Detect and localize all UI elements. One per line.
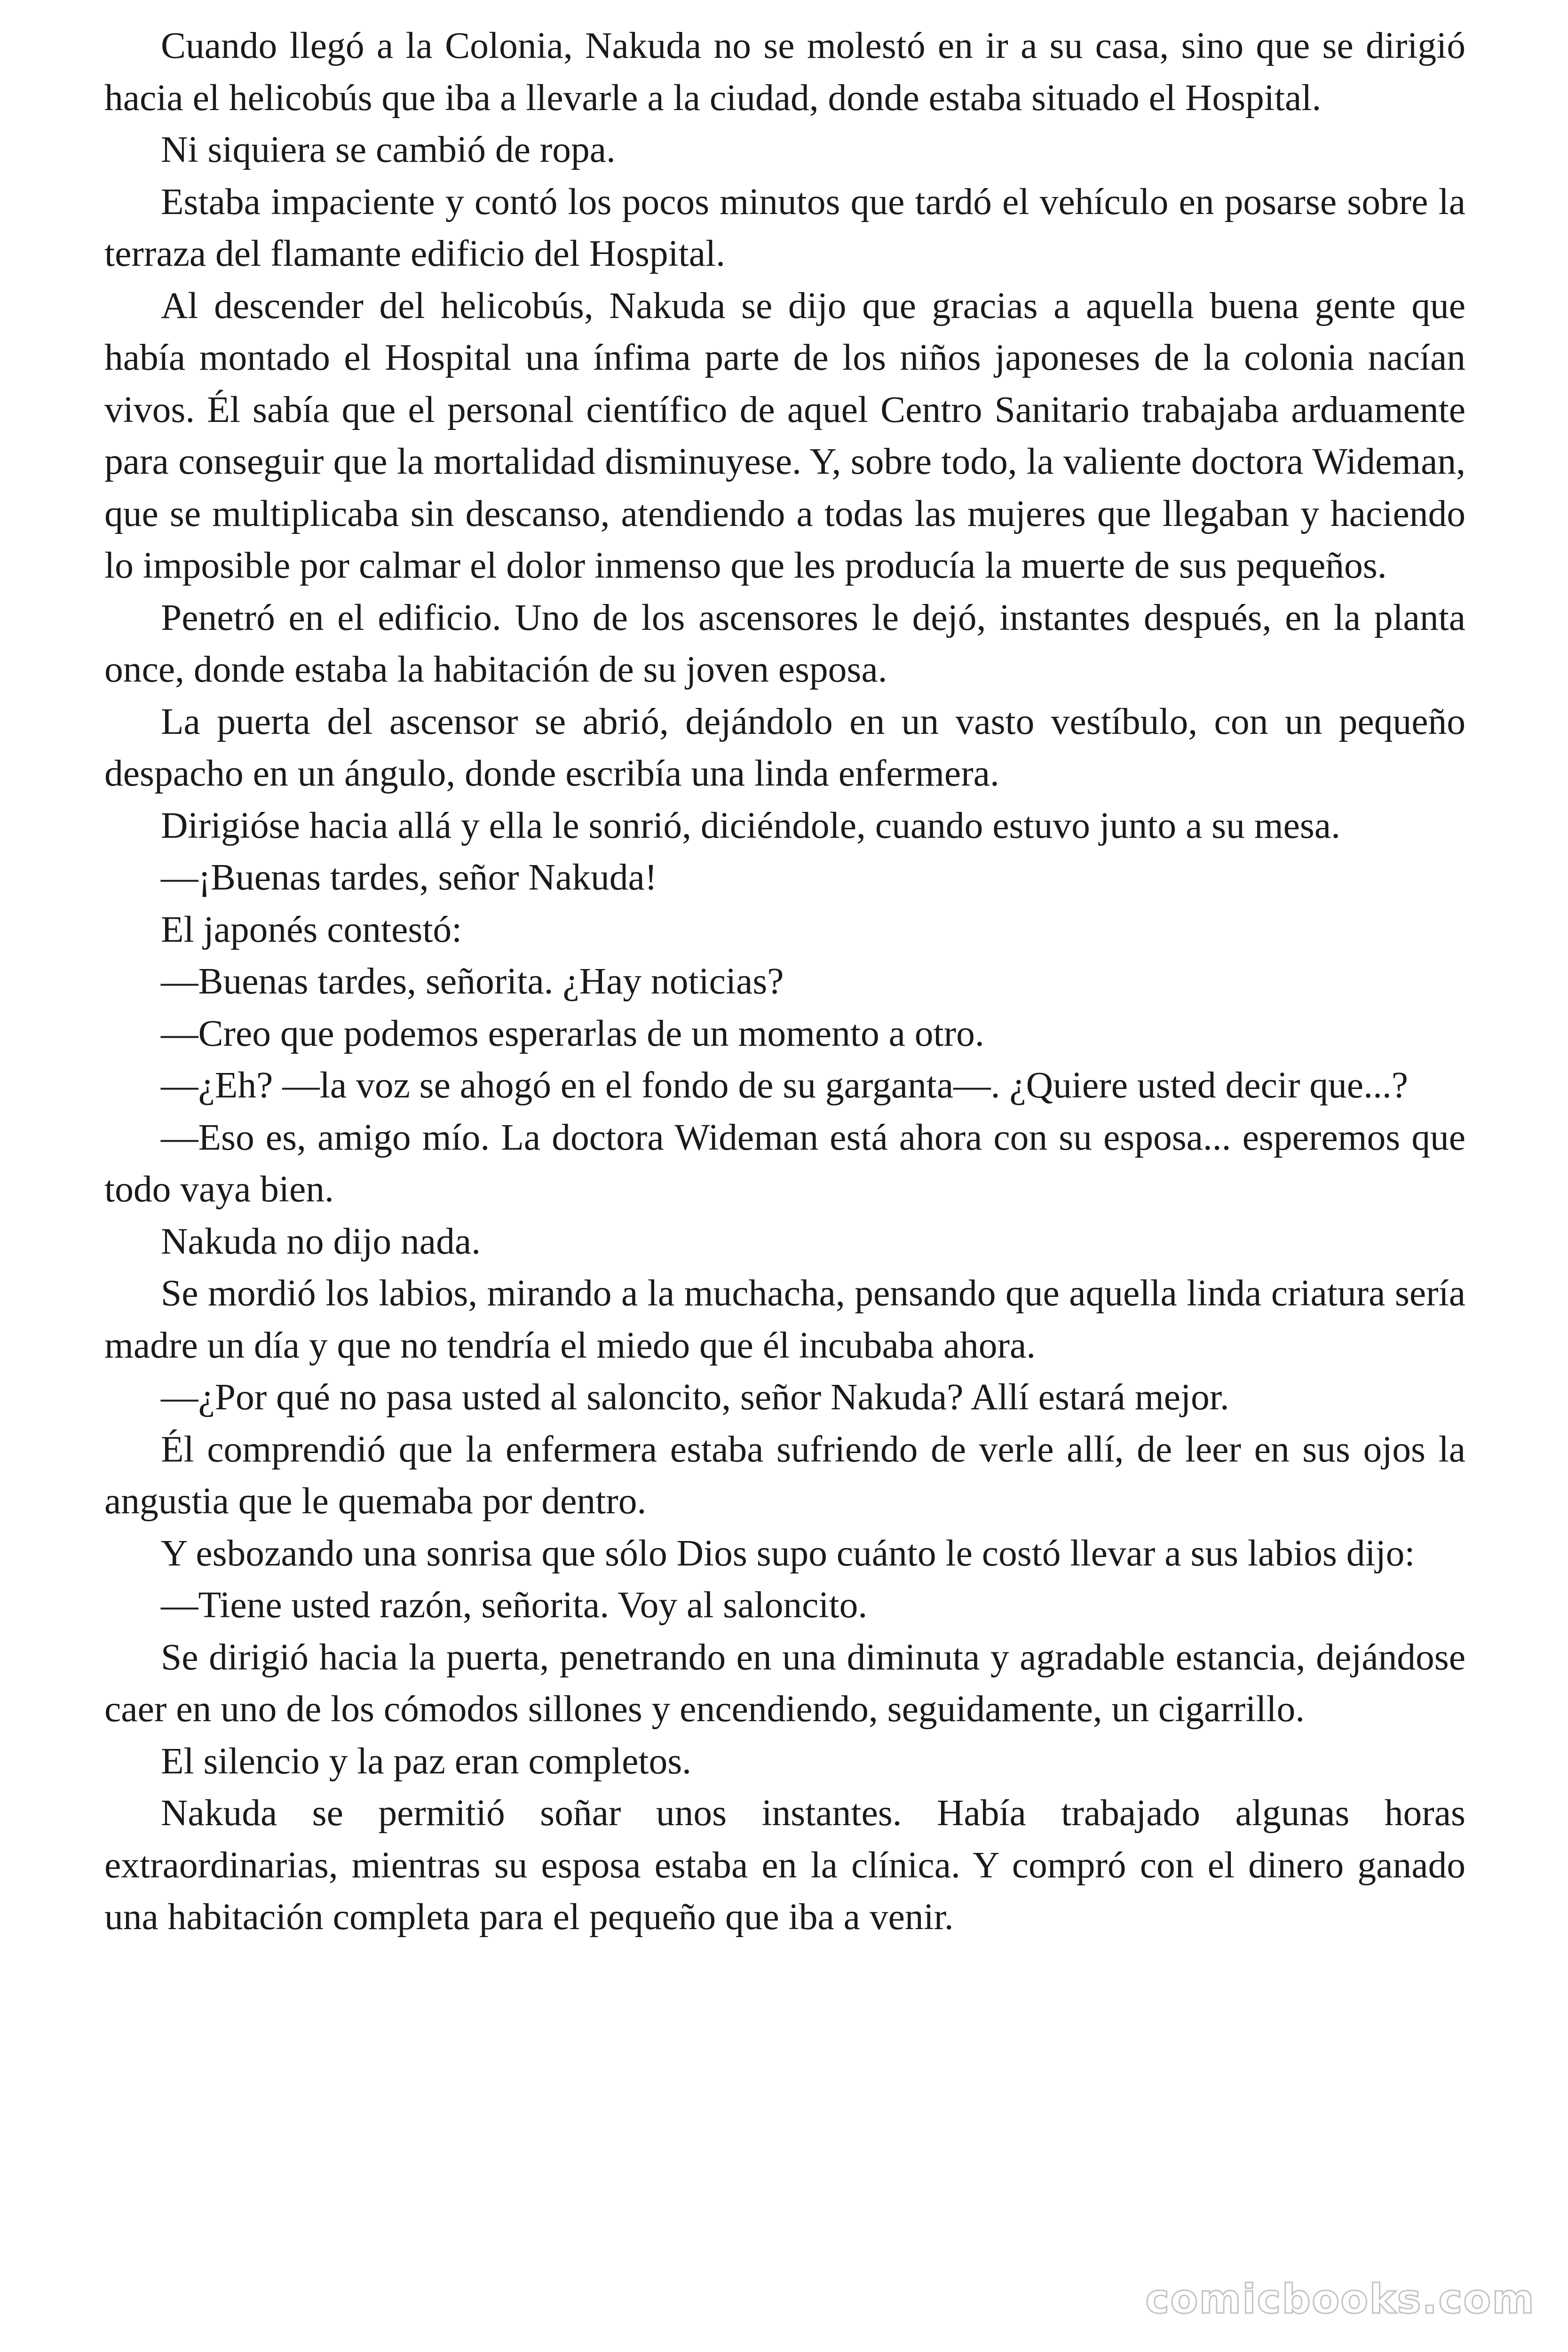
paragraph: Ni siquiera se cambió de ropa. [161, 129, 616, 170]
paragraph: El japonés contestó: [161, 908, 462, 950]
paragraph: —¿Por qué no pasa usted al saloncito, señor Nakuda? Allí estará mejor. [161, 1376, 1229, 1418]
paragraph: Cuando llegó a la Colonia, Nakuda no se molestó en ir a su casa, sino que se dirigió hacia el helicobús que iba a llevarle a la ciudad, donde estaba situado el Hospital. [104, 25, 1465, 119]
paragraph: Y esbozando una sonrisa que sólo Dios supo cuánto le costó llevar a sus labios dijo: [161, 1532, 1415, 1574]
paragraph: El silencio y la paz eran completos. [161, 1740, 692, 1782]
paragraph: Estaba impaciente y contó los pocos minutos que tardó el vehículo en posarse sobre la terraza del flamante edificio del Hospital. [104, 181, 1465, 274]
paragraph: Penetró en el edificio. Uno de los ascensores le dejó, instantes después, en la planta once, donde estaba la habitación de su joven esposa. [104, 596, 1465, 690]
paragraph: Dirigióse hacia allá y ella le sonrió, diciéndole, cuando estuvo junto a su mesa. [161, 804, 1340, 846]
book-page-text [104, 20, 1465, 1943]
paragraph: —¡Buenas tardes, señor Nakuda! [161, 857, 657, 898]
paragraph: —Eso es, amigo mío. La doctora Wideman está ahora con su esposa... esperemos que todo vaya bien. [104, 1116, 1465, 1210]
paragraph: Nakuda se permitió soñar unos instantes. Había trabajado algunas horas extraordinarias, mientras su esposa estaba en la clínica. Y compró con el dinero ganado una habitación completa para el pequeño que iba a venir. [104, 1792, 1465, 1938]
paragraph: —¿Eh? —la voz se ahogó en el fondo de su garganta—. ¿Quiere usted decir que...? [161, 1065, 1408, 1106]
paragraph: La puerta del ascensor se abrió, dejándolo en un vasto vestíbulo, con un pequeño despacho en un ángulo, donde escribía una linda enfermera. [104, 700, 1465, 794]
paragraph: Se dirigió hacia la puerta, penetrando en una diminuta y agradable estancia, dejándose caer en uno de los cómodos sillones y encendiendo, seguidamente, un cigarrillo. [104, 1636, 1465, 1730]
paragraph: Al descender del helicobús, Nakuda se dijo que gracias a aquella buena gente que había montado el Hospital una ínfima parte de los niños japoneses de la colonia nacían vivos. Él sabía que el personal científico de aquel Centro Sanitario trabajaba arduamente para conseguir que la mortalidad disminuyese. Y, sobre todo, la valiente doctora Wideman, que se multiplicaba sin descanso, atendiendo a todas las mujeres que llegaban y haciendo lo imposible por calmar el dolor inmenso que les producía la muerte de sus pequeños. [104, 285, 1465, 586]
site-watermark: comicbooks.com [1145, 2276, 1535, 2323]
paragraph: —Creo que podemos esperarlas de un momento a otro. [161, 1012, 984, 1054]
paragraph: Se mordió los labios, mirando a la muchacha, pensando que aquella linda criatura sería madre un día y que no tendría el miedo que él incubaba ahora. [104, 1272, 1465, 1366]
paragraph: Él comprendió que la enfermera estaba sufriendo de verle allí, de leer en sus ojos la angustia que le quemaba por dentro. [104, 1428, 1465, 1522]
paragraph: —Tiene usted razón, señorita. Voy al saloncito. [161, 1584, 868, 1626]
paragraph: Nakuda no dijo nada. [161, 1220, 481, 1262]
paragraph: —Buenas tardes, señorita. ¿Hay noticias? [161, 961, 784, 1002]
